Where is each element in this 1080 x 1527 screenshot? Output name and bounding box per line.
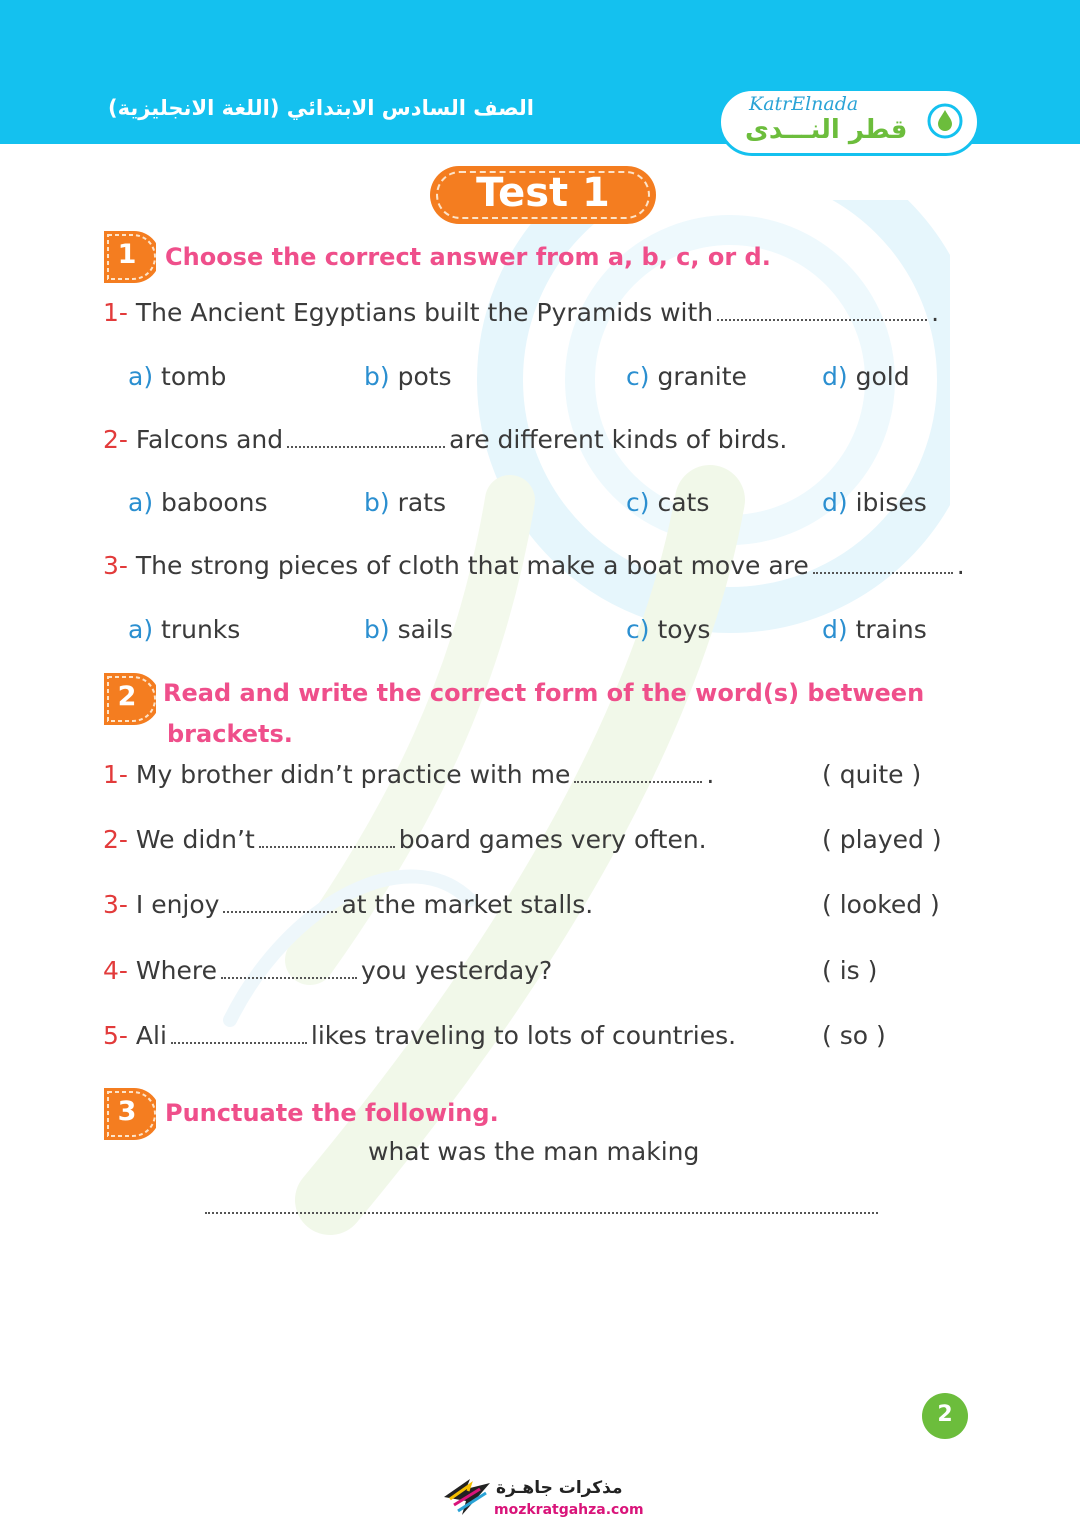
option-c[interactable]: c) granite — [626, 362, 747, 391]
option-a[interactable]: a) tomb — [128, 362, 227, 391]
page-number-badge — [922, 1393, 968, 1439]
question-2: 2- Falcons and are different kinds of birds. — [103, 425, 788, 454]
question-3: 3- The strong pieces of cloth that make a boat move are . — [103, 551, 965, 580]
question-1: 1- The Ancient Egyptians built the Pyramids with . — [103, 298, 940, 327]
test-title: Test 1 — [476, 170, 610, 216]
bracket-word: ( quite ) — [822, 760, 922, 789]
option-b[interactable]: b) rats — [364, 488, 447, 517]
section-2-number: 2 — [117, 681, 137, 712]
option-a[interactable]: a) trunks — [128, 615, 241, 644]
blank[interactable] — [221, 977, 357, 979]
header-title: الصف السادس الابتدائي (اللغة الانجليزية) — [108, 96, 534, 120]
logo-latin-text: KatrElnada — [749, 93, 859, 115]
option-b[interactable]: b) sails — [364, 615, 453, 644]
section-2-instruction-line-2: brackets. — [167, 720, 293, 748]
test-title-badge — [430, 166, 656, 224]
option-d[interactable]: d) trains — [822, 615, 927, 644]
bracket-word: ( looked ) — [822, 890, 940, 919]
option-c[interactable]: c) toys — [626, 615, 711, 644]
item-1: 1- My brother didn’t practice with me . — [103, 760, 715, 789]
item-5: 5- Ali likes traveling to lots of countries. — [103, 1021, 737, 1050]
blank[interactable] — [287, 446, 445, 448]
option-d[interactable]: d) ibises — [822, 488, 927, 517]
answer-line[interactable] — [205, 1212, 878, 1214]
logo-arabic-text: قطر النـــدى — [745, 115, 908, 145]
section-1-number: 1 — [117, 239, 137, 270]
bracket-word: ( is ) — [822, 956, 878, 985]
footer-arabic-text: مذكرات جاهـزة — [496, 1478, 623, 1498]
section-1-instruction: Choose the correct answer from a, b, c, or d. — [165, 243, 771, 271]
footer-url[interactable]: mozkratgahza.com — [494, 1502, 644, 1518]
section-3-number: 3 — [117, 1096, 137, 1127]
item-3: 3- I enjoy at the market stalls. — [103, 890, 594, 919]
page-number: 2 — [937, 1402, 953, 1427]
mozkrat-logo-icon — [440, 1475, 496, 1519]
option-d[interactable]: d) gold — [822, 362, 910, 391]
section-2-instruction-line-1: Read and write the correct form of the word(s) between — [163, 679, 925, 707]
option-a[interactable]: a) baboons — [128, 488, 268, 517]
blank[interactable] — [223, 911, 337, 913]
item-2: 2- We didn’t board games very often. — [103, 825, 707, 854]
punctuate-sentence: what was the man making — [368, 1137, 700, 1166]
section-3-instruction: Punctuate the following. — [165, 1099, 499, 1127]
bracket-word: ( so ) — [822, 1021, 886, 1050]
blank[interactable] — [574, 781, 702, 783]
item-4: 4- Where you yesterday? — [103, 956, 553, 985]
option-b[interactable]: b) pots — [364, 362, 452, 391]
option-c[interactable]: c) cats — [626, 488, 710, 517]
katr-elnada-logo — [718, 88, 980, 156]
water-drop-icon — [927, 103, 963, 139]
blank[interactable] — [717, 319, 927, 321]
header-bar — [0, 0, 1080, 144]
blank[interactable] — [259, 846, 395, 848]
blank[interactable] — [171, 1042, 307, 1044]
bracket-word: ( played ) — [822, 825, 942, 854]
blank[interactable] — [813, 572, 953, 574]
